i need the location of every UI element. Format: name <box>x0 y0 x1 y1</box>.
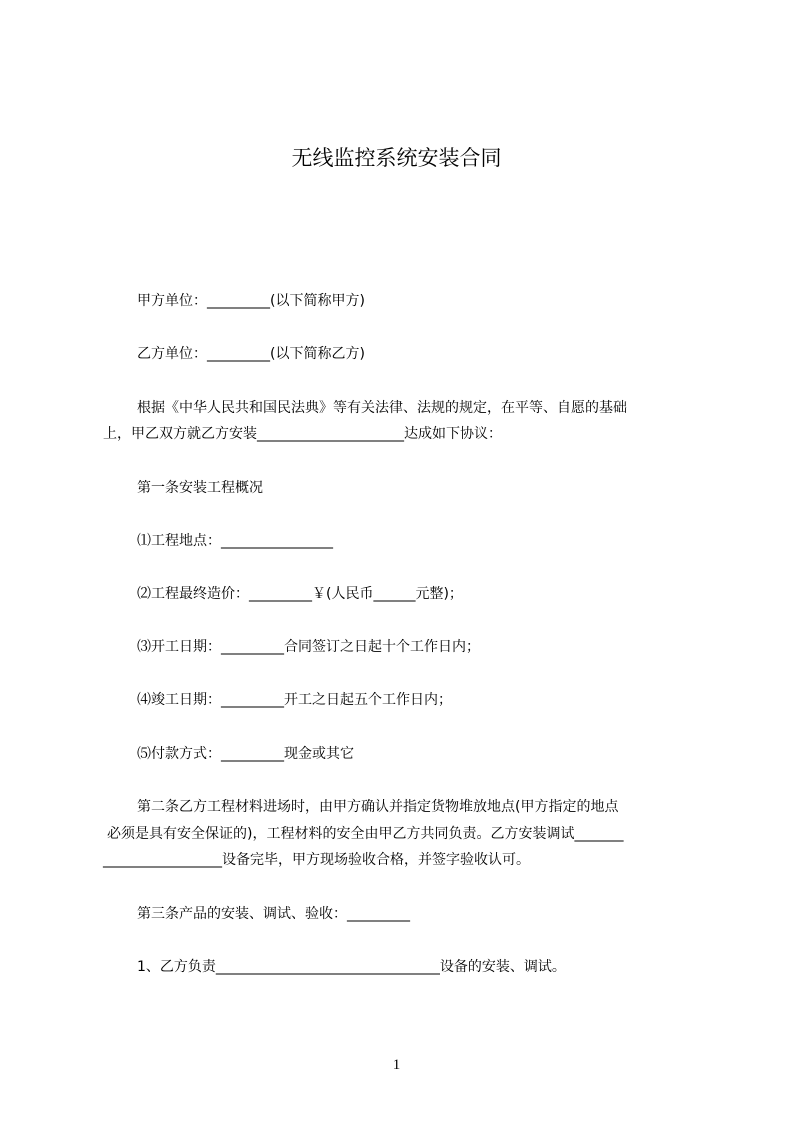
preamble-line-2: 上，甲乙双方就乙方安装_____________________达成如下协议： <box>103 426 502 442</box>
document-title: 无线监控系统安装合同 <box>291 146 502 170</box>
party-a-line: 甲方单位：_________(以下简称甲方) <box>137 293 365 309</box>
article-1-item-4: ⑷竣工日期：_________开工之日起五个工作日内； <box>137 692 452 708</box>
article-2-line-2: 必须是具有安全保证的)，工程材料的安全由甲乙方共同负责。乙方安装调试_______ <box>107 826 624 842</box>
preamble-line-1: 根据《中华人民共和国民法典》等有关法律、法规的规定，在平等、自愿的基础 <box>137 400 627 416</box>
article-2-line-1: 第二条乙方工程材料进场时，由甲方确认并指定货物堆放地点(甲方指定的地点 <box>137 799 619 815</box>
party-b-line: 乙方单位：_________(以下简称乙方) <box>137 346 365 362</box>
article-1-heading: 第一条安装工程概况 <box>137 480 263 496</box>
article-1-item-1: ⑴工程地点：________________ <box>137 533 333 549</box>
article-2-line-3: _________________设备完毕，甲方现场验收合格，并签字验收认可。 <box>103 852 530 868</box>
article-3-heading: 第三条产品的安装、调试、验收：_________ <box>137 906 410 922</box>
article-3-item-1: 1、乙方负责________________________________设备的安装、调试。 <box>137 959 566 975</box>
page-number: 1 <box>392 1057 401 1073</box>
article-1-item-3: ⑶开工日期：_________合同签订之日起十个工作日内； <box>137 639 480 655</box>
article-1-item-5: ⑸付款方式：_________现金或其它 <box>137 746 354 762</box>
article-1-item-2: ⑵工程最终造价：_________￥(人民币______元整)； <box>137 586 463 602</box>
